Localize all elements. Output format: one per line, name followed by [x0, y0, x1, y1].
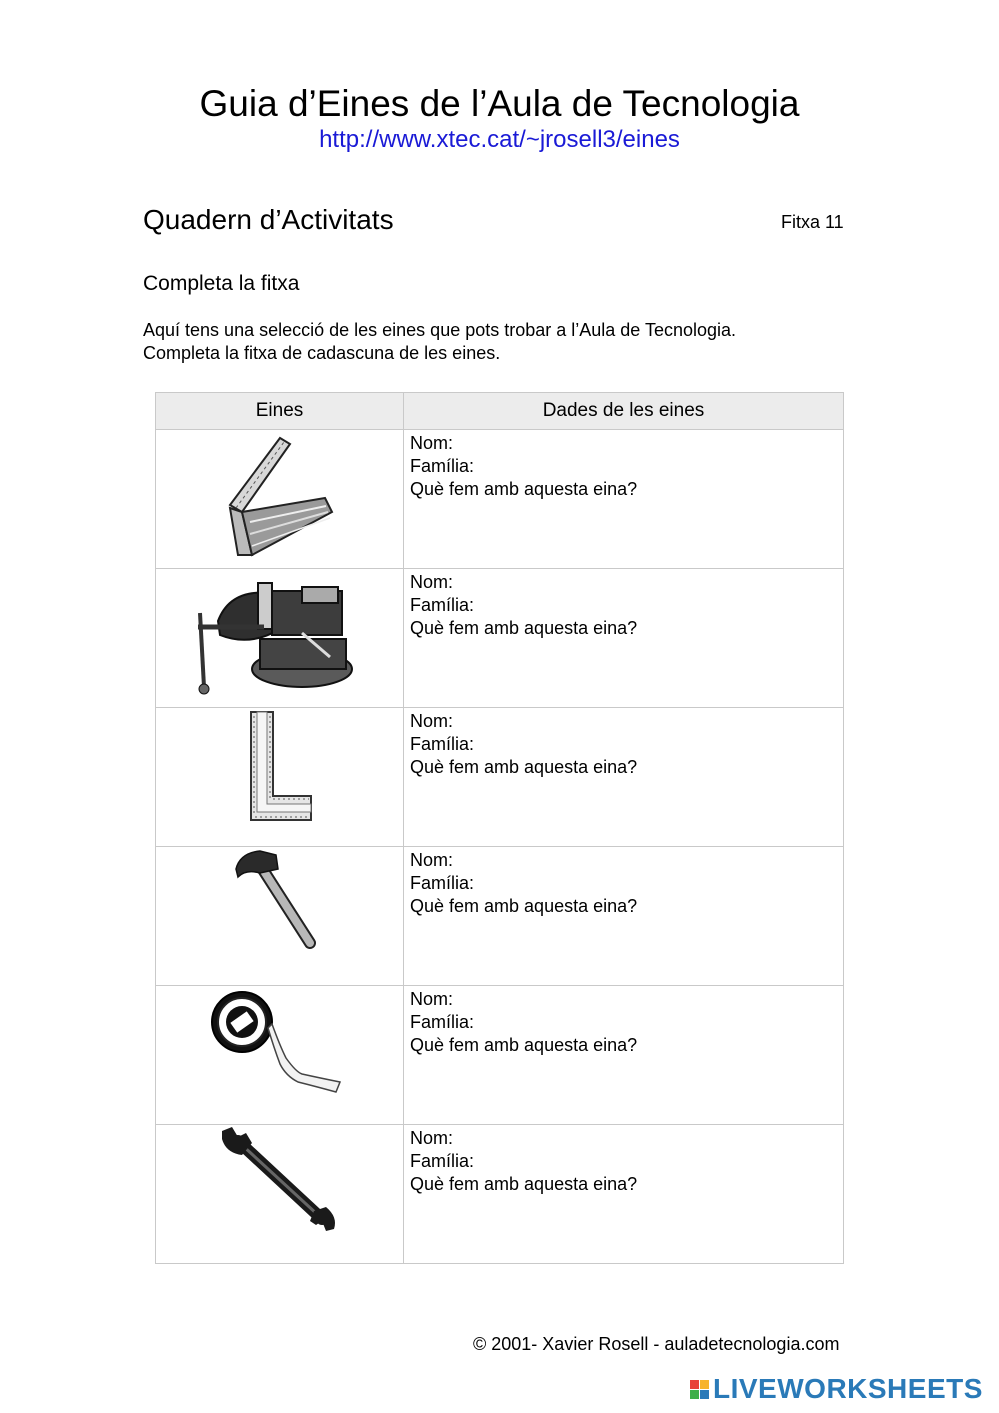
source-link[interactable]: http://www.xtec.cat/~jrosell3/eines: [319, 126, 680, 153]
table-row: [156, 847, 844, 986]
field-use: Què fem amb aquesta eina?: [410, 479, 638, 499]
field-nom: Nom:: [410, 711, 454, 731]
table-row: [156, 1125, 844, 1264]
tool-image-cell: [156, 569, 404, 708]
bench-vise-icon: [190, 569, 370, 697]
field-familia: Família:: [410, 1151, 475, 1171]
field-use: Què fem amb aquesta eina?: [410, 757, 638, 777]
field-familia: Família:: [410, 456, 475, 476]
field-familia: Família:: [410, 1012, 475, 1032]
tool-data-cell: [404, 569, 844, 708]
table-row: [156, 430, 844, 569]
tape-measure-icon: [210, 986, 350, 1098]
tool-data-cell: [404, 1125, 844, 1264]
field-nom: Nom:: [410, 850, 454, 870]
instruction-heading: Completa la fitxa: [143, 272, 300, 295]
field-use: Què fem amb aquesta eina?: [410, 618, 638, 638]
open-end-wrench-icon: [218, 1125, 342, 1233]
table-header-row: [156, 393, 844, 430]
page-title: Guia d’Eines de l’Aula de Tecnologia: [199, 83, 800, 124]
tool-data-cell: [404, 986, 844, 1125]
folding-ruler-icon: [220, 430, 340, 560]
tool-image-cell: [156, 708, 404, 847]
tool-image-cell: [156, 430, 404, 569]
field-familia: Família:: [410, 595, 475, 615]
tool-image-cell: [156, 1125, 404, 1264]
column-header-tools: Eines: [156, 393, 404, 430]
tool-image-cell: [156, 847, 404, 986]
tool-data-cell: [404, 430, 844, 569]
brand-square: [690, 1390, 699, 1399]
tool-data-cell: [404, 847, 844, 986]
brand-square: [700, 1390, 709, 1399]
tool-image-cell: [156, 986, 404, 1125]
intro-line: Completa la fitxa de cadascuna de les eines.: [143, 343, 501, 363]
field-use: Què fem amb aquesta eina?: [410, 896, 638, 916]
table-row: [156, 708, 844, 847]
brand-wordmark: LIVEWORKSHEETS: [713, 1373, 983, 1404]
field-nom: Nom:: [410, 1128, 454, 1148]
sheet-number: Fitxa 11: [781, 212, 844, 232]
field-nom: Nom:: [410, 433, 454, 453]
table-row: [156, 986, 844, 1125]
tools-table: [155, 392, 844, 1264]
intro-paragraph: [143, 319, 736, 365]
hammer-icon: [230, 847, 330, 953]
column-header-data: Dades de les eines: [404, 393, 844, 430]
brand-square: [690, 1380, 699, 1389]
field-familia: Família:: [410, 734, 475, 754]
section-heading: Quadern d’Activitats: [143, 204, 394, 235]
tool-data-cell: [404, 708, 844, 847]
brand-mark-icon: [690, 1380, 709, 1399]
field-use: Què fem amb aquesta eina?: [410, 1174, 638, 1194]
liveworksheets-logo[interactable]: [690, 1374, 983, 1404]
table-row: [156, 569, 844, 708]
brand-square: [700, 1380, 709, 1389]
carpenter-square-icon: [245, 708, 315, 826]
field-familia: Família:: [410, 873, 475, 893]
field-use: Què fem amb aquesta eina?: [410, 1035, 638, 1055]
copyright-footer: © 2001- Xavier Rosell - auladetecnologia.com: [473, 1334, 840, 1354]
intro-line: Aquí tens una selecció de les eines que pots trobar a l’Aula de Tecnologia.: [143, 320, 737, 340]
field-nom: Nom:: [410, 572, 454, 592]
field-nom: Nom:: [410, 989, 454, 1009]
